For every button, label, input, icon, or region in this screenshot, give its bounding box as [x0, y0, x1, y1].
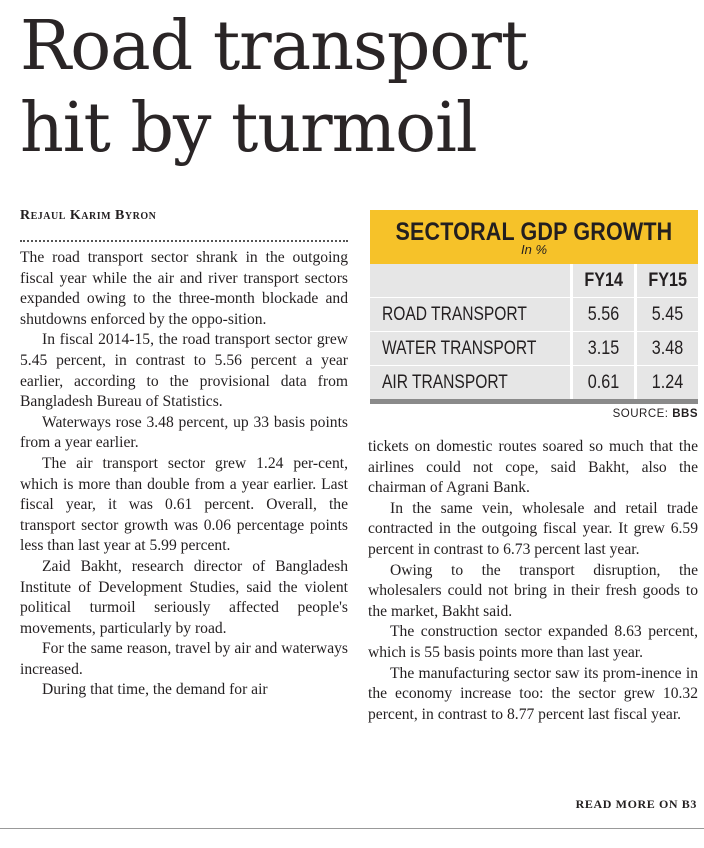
row-label: WATER TRANSPORT — [370, 332, 572, 366]
paragraph: In the same vein, wholesale and retail trade contracted in the outgoing fiscal year. It grew 6.59 percent in contrast to 6.73 percent last year. — [368, 499, 698, 558]
byline-divider — [20, 240, 348, 242]
sectoral-gdp-chart — [370, 210, 698, 420]
table-row — [370, 298, 698, 332]
table-row — [370, 332, 698, 366]
byline: Rejaul Karim Byron — [20, 208, 157, 223]
paragraph: The construction sector expanded 8.63 percent, which is 55 basis points more than last year. — [368, 623, 698, 661]
headline-line-1: Road transport — [20, 7, 528, 86]
chart-subtitle: In % — [520, 242, 547, 257]
paragraph: Owing to the transport disruption, the wholesalers could not bring in their fresh goods to the market, Bakht said. — [368, 561, 698, 620]
row-label: AIR TRANSPORT — [370, 366, 572, 400]
bottom-divider — [0, 828, 704, 829]
table-header-row — [370, 264, 698, 298]
read-more-link[interactable]: READ MORE ON B3 — [575, 797, 697, 811]
paragraph: For the same reason, travel by air and waterways increased. — [20, 640, 348, 678]
cell-value: 5.56 — [572, 298, 636, 332]
cell-value: 0.61 — [572, 366, 636, 400]
article-column-left — [20, 248, 348, 701]
chart-title: SECTORAL GDP GROWTH — [395, 218, 673, 246]
source-name: BBS — [672, 408, 698, 420]
paragraph: Waterways rose 3.48 percent, up 33 basis points from a year earlier. — [20, 413, 348, 452]
paragraph: In fiscal 2014-15, the road transport sector grew 5.45 percent, in contrast to 5.56 percent a year earlier, according to the provisional data from Bangladesh Bureau of Statistics. — [20, 331, 348, 411]
cell-value: 3.48 — [636, 332, 698, 366]
chart-source — [370, 408, 698, 420]
row-label: ROAD TRANSPORT — [382, 303, 527, 325]
column-header-fy14: FY14 — [572, 264, 636, 298]
paragraph: During that time, the demand for air — [42, 681, 268, 699]
paragraph: The road transport sector shrank in the outgoing fiscal year while the air and river transport sectors expanded owing to the three-month blockade and shutdowns enforced by the oppo-sition. — [20, 249, 348, 328]
cell-value: 5.45 — [636, 298, 698, 332]
paragraph: The air transport sector grew 1.24 per-cent, which is more than double from a year earlier. Last fiscal year, it was 0.61 percent. Overall, the transport sector growth was 0.06 percentage points less than last year at 5.99 percent. — [20, 454, 348, 555]
headline — [20, 6, 527, 170]
column-header-fy15: FY15 — [636, 264, 698, 298]
article-column-right — [368, 437, 698, 725]
gdp-table — [370, 264, 698, 399]
paragraph: tickets on domestic routes soared so much that the airlines could not cope, said Bakht, also the chairman of Agrani Bank. — [368, 438, 698, 497]
cell-value: 3.15 — [572, 332, 636, 366]
paragraph: Zaid Bakht, research director of Bangladesh Institute of Development Studies, said the violent political turmoil seriously affected people's movements, particularly by road. — [20, 557, 348, 637]
chart-base-bar — [370, 399, 698, 404]
chart-header — [370, 210, 698, 264]
source-label: SOURCE: — [612, 408, 669, 420]
paragraph: The manufacturing sector saw its prom-inence in the economy increase too: the sector grew 10.32 percent, in contrast to 8.77 percent last fiscal year. — [368, 664, 698, 723]
cell-value: 1.24 — [636, 366, 698, 400]
table-row — [370, 366, 698, 400]
header-blank — [370, 264, 572, 298]
headline-line-2: hit by turmoil — [20, 89, 477, 168]
